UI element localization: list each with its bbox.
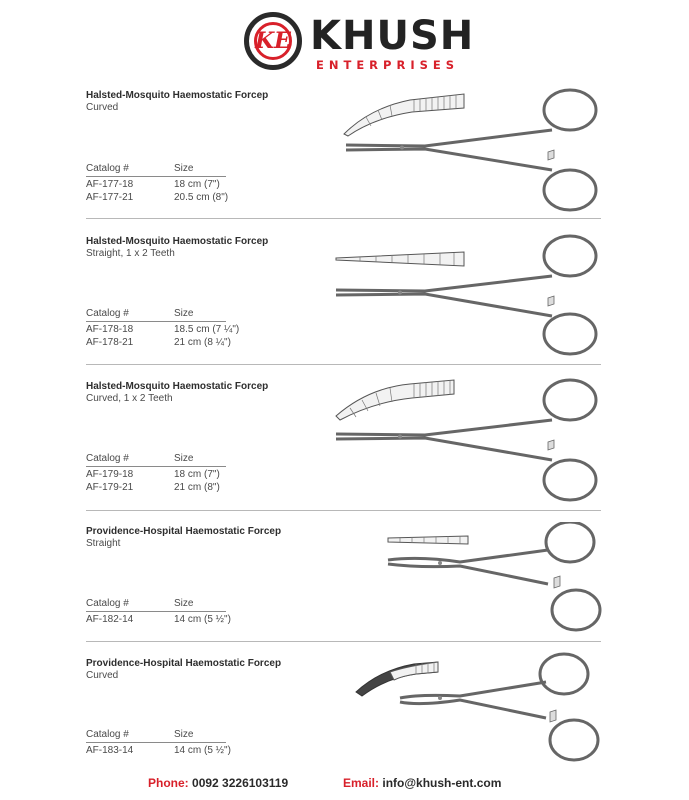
- catalog-table: [86, 163, 229, 203]
- table-row: [86, 480, 226, 493]
- brand-logo: [244, 12, 475, 82]
- phone-number[interactable]: 0092 3226103119: [192, 776, 289, 790]
- catalog-number: AF-178-21: [86, 337, 134, 348]
- catalog-header: Catalog #: [86, 729, 129, 740]
- forcep-curved-illustration: [330, 86, 620, 216]
- section-divider: [86, 218, 601, 219]
- catalog-table: [86, 729, 231, 756]
- table-row: [86, 612, 231, 625]
- catalog-number: AF-177-21: [86, 192, 134, 203]
- table-row: [86, 190, 229, 203]
- size-value: 20.5 cm (8"): [174, 192, 229, 203]
- catalog-number: AF-183-14: [86, 745, 134, 756]
- logo-mark: KE: [255, 28, 291, 54]
- size-header: Size: [174, 453, 194, 464]
- email-address[interactable]: info@khush-ent.com: [382, 776, 502, 790]
- table-row: [86, 743, 231, 756]
- catalog-header: Catalog #: [86, 163, 129, 174]
- providence-curved-illustration: [350, 650, 620, 765]
- table-header: [86, 164, 226, 177]
- logo-emblem: [244, 12, 302, 70]
- size-value: 18 cm (7"): [174, 179, 220, 190]
- catalog-table: [86, 598, 231, 625]
- size-header: Size: [174, 308, 194, 319]
- table-header: [86, 454, 226, 467]
- brand-tagline: ENTERPRISES: [316, 58, 460, 72]
- product-variant: Curved: [86, 102, 119, 113]
- table-row: [86, 177, 226, 190]
- catalog-number: AF-179-18: [86, 469, 134, 480]
- section-divider: [86, 510, 601, 511]
- section-divider: [86, 364, 601, 365]
- email-contact: [343, 776, 501, 790]
- product-variant: Straight: [86, 538, 121, 549]
- catalog-number: AF-179-21: [86, 482, 134, 493]
- table-row: [86, 467, 226, 480]
- catalog-number: AF-178-18: [86, 324, 134, 335]
- catalog-header: Catalog #: [86, 308, 129, 319]
- product-title: Halsted-Mosquito Haemostatic Forcep: [86, 90, 269, 101]
- table-header: [86, 599, 226, 612]
- brand-name: KHUSH: [310, 13, 475, 59]
- size-value: 14 cm (5 ½"): [174, 614, 231, 625]
- size-value: 18.5 cm (7 ¼"): [174, 324, 240, 335]
- product-title: Halsted-Mosquito Haemostatic Forcep: [86, 381, 269, 392]
- catalog-table: [86, 454, 226, 493]
- providence-straight-illustration: [380, 522, 620, 642]
- catalog-table: [86, 308, 240, 348]
- size-value: 21 cm (8 ¼"): [174, 337, 231, 348]
- size-header: Size: [174, 729, 194, 740]
- catalog-number: AF-182-14: [86, 614, 134, 625]
- product-variant: Curved, 1 x 2 Teeth: [86, 393, 173, 404]
- email-label: Email:: [343, 776, 380, 790]
- product-variant: Curved: [86, 670, 119, 681]
- forcep-straight-illustration: [330, 232, 620, 362]
- table-header: [86, 730, 226, 743]
- catalog-number: AF-177-18: [86, 179, 134, 190]
- table-row: [86, 335, 231, 348]
- table-row: [86, 322, 240, 335]
- product-title: Providence-Hospital Haemostatic Forcep: [86, 526, 282, 537]
- size-value: 18 cm (7"): [174, 469, 220, 480]
- table-header: [86, 309, 226, 322]
- size-header: Size: [174, 598, 194, 609]
- catalog-header: Catalog #: [86, 598, 129, 609]
- phone-contact: [148, 776, 288, 790]
- size-value: 21 cm (8"): [174, 482, 220, 493]
- catalog-header: Catalog #: [86, 453, 129, 464]
- product-title: Halsted-Mosquito Haemostatic Forcep: [86, 236, 269, 247]
- phone-label: Phone:: [148, 776, 189, 790]
- size-header: Size: [174, 163, 194, 174]
- product-variant: Straight, 1 x 2 Teeth: [86, 248, 175, 259]
- forcep-curved-teeth-illustration: [330, 376, 620, 506]
- product-title: Providence-Hospital Haemostatic Forcep: [86, 658, 282, 669]
- size-value: 14 cm (5 ½"): [174, 745, 231, 756]
